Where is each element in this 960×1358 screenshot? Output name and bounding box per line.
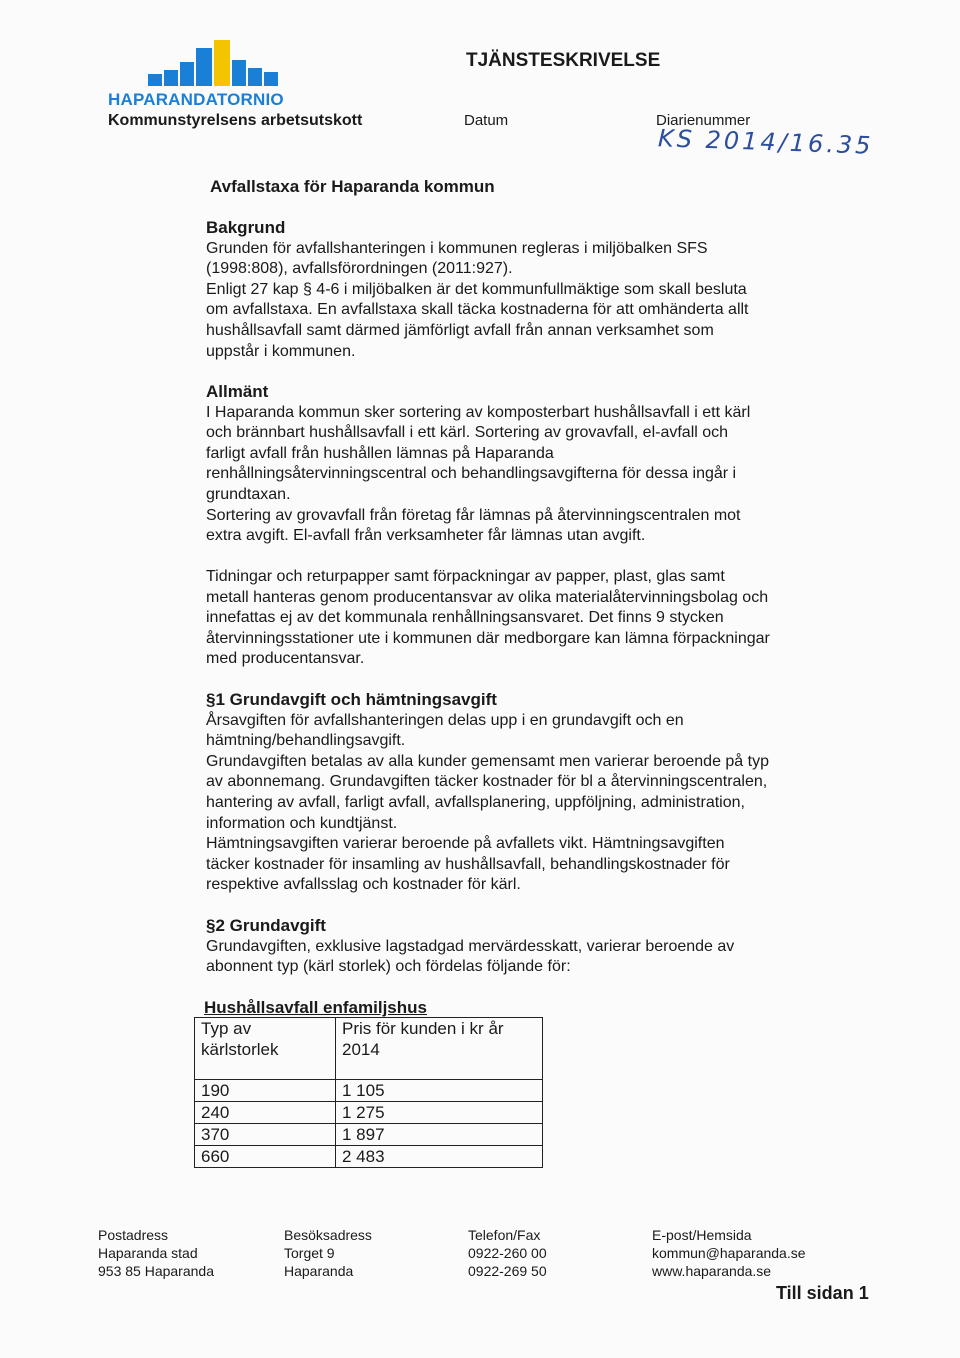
date-label: Datum	[464, 112, 509, 129]
section-general	[206, 382, 846, 547]
section-heading: §1 Grundavgift och hämtningsavgift	[206, 690, 497, 709]
footer-email: kommun@haparanda.se	[652, 1245, 806, 1261]
footer-line: Haparanda	[284, 1263, 354, 1279]
size-cell: 190	[195, 1080, 336, 1102]
footer-line: Torget 9	[284, 1245, 335, 1261]
footer-visit	[284, 1226, 372, 1280]
footer-postal	[98, 1226, 214, 1280]
size-cell: 240	[195, 1102, 336, 1124]
price-cell: 1 275	[336, 1102, 543, 1124]
logo-name: HAPARANDATORNIO	[108, 90, 284, 109]
footer-website: www.haparanda.se	[652, 1263, 772, 1279]
logo-mark	[148, 40, 278, 86]
price-cell: 1 105	[336, 1080, 543, 1102]
section-heading: Bakgrund	[206, 218, 286, 237]
footer-line: 953 85 Haparanda	[98, 1263, 214, 1279]
section-fees-1	[206, 690, 846, 896]
footer-web	[652, 1226, 806, 1280]
section-body: Grundavgiften, exklusive lagstadgad mervärdesskatt, varierar beroende av abonnent typ (kärl storlek) och fördelas följande för:	[206, 937, 735, 976]
size-cell: 660	[195, 1146, 336, 1168]
table-row	[195, 1080, 543, 1102]
footer-phone	[468, 1226, 547, 1280]
section-body: I Haparanda kommun sker sortering av komposterbart hushållsavfall i ett kärl och brännbart hushållsavfall i ett kärl. Sortering av grovavfall, el-avfall och farligt avfall från hushållen lämnas på Haparanda renhållningsåtervinningscentral och behandlingsavgifterna för dessa ingår i grundtaxan. Sortering av grovavfall från företag får lämnas på återvinningscentralen mot extra avgift. El-avfall från verksamheter får lämnas utan avgift.	[206, 403, 751, 545]
section-heading: §2 Grundavgift	[206, 916, 326, 935]
size-cell: 370	[195, 1124, 336, 1146]
table-header-row	[195, 1018, 543, 1080]
document-title: Avfallstaxa för Haparanda kommun	[210, 177, 495, 196]
organization: Kommunstyrelsens arbetsutskott	[108, 112, 363, 129]
section-body: Årsavgiften för avfallshanteringen delas upp i en grundavgift och en hämtning/behandlingsavgift. Grundavgiften betalas av alla kunder gemensamt men varierar beroende på typ av abonnemang. Grundavgiften täcker kostnader för bl a återvinningscentralen, hantering av avfall, farligt avfall, avfallsplanering, uppföljning, administration, information och kundtjänst. Hämtningsavgiften varierar beroende på avfallets vikt. Hämtningsavgiften täcker kostnader för insamling av hushållsavfall, behandlingskostnader för respektive avfallsslag och kostnader för kärl.	[206, 711, 769, 894]
footer-label: E-post/Hemsida	[652, 1227, 752, 1243]
section-producer-responsibility	[206, 567, 846, 670]
header-cell-price: Pris för kunden i kr år 2014	[336, 1018, 543, 1080]
diary-number: KS 2014/16.35	[657, 124, 874, 160]
diary-label: Diarienummer	[656, 112, 751, 129]
section-fees-2	[206, 916, 846, 978]
footer-line: 0922-269 50	[468, 1263, 547, 1279]
fee-table-title: Hushållsavfall enfamiljshus	[204, 998, 427, 1017]
footer-label: Besöksadress	[284, 1227, 372, 1243]
section-background	[206, 218, 846, 362]
footer-line: 0922-260 00	[468, 1245, 547, 1261]
section-heading: Allmänt	[206, 382, 269, 401]
table-row	[195, 1102, 543, 1124]
footer-label: Postadress	[98, 1227, 169, 1243]
header-cell-size: Typ av kärlstorlek	[195, 1018, 336, 1080]
price-cell: 1 897	[336, 1124, 543, 1146]
document-type: TJÄNSTESKRIVELSE	[466, 50, 661, 71]
section-body: Tidningar och returpapper samt förpackningar av papper, plast, glas samt metall hanteras genom producentansvar av olika materialåtervinningsbolag och innefattas ej av det kommunala renhållningsansvaret. Det finns 9 stycken återvinningsstationer ute i kommunen där medborgare kan lämna förpackningar med producentansvar.	[206, 568, 770, 668]
price-cell: 2 483	[336, 1146, 543, 1168]
footer-label: Telefon/Fax	[468, 1227, 541, 1243]
section-body: Grunden för avfallshanteringen i kommunen regleras i miljöbalken SFS (1998:808), avfallsförordningen (2011:927). Enligt 27 kap § 4-6 i miljöbalken är det kommunfullmäktige som skall besluta om avfallstaxa. En avfallstaxa skall täcka kostnaderna för att omhänderta allt hushållsavfall samt därmed jämförligt avfall från annan verksamhet som uppstår i kommunen.	[206, 239, 749, 360]
page-reference: Till sidan 1	[776, 1283, 869, 1303]
table-row	[195, 1146, 543, 1168]
table-row	[195, 1124, 543, 1146]
footer-line: Haparanda stad	[98, 1245, 198, 1261]
fee-table	[194, 1017, 543, 1168]
